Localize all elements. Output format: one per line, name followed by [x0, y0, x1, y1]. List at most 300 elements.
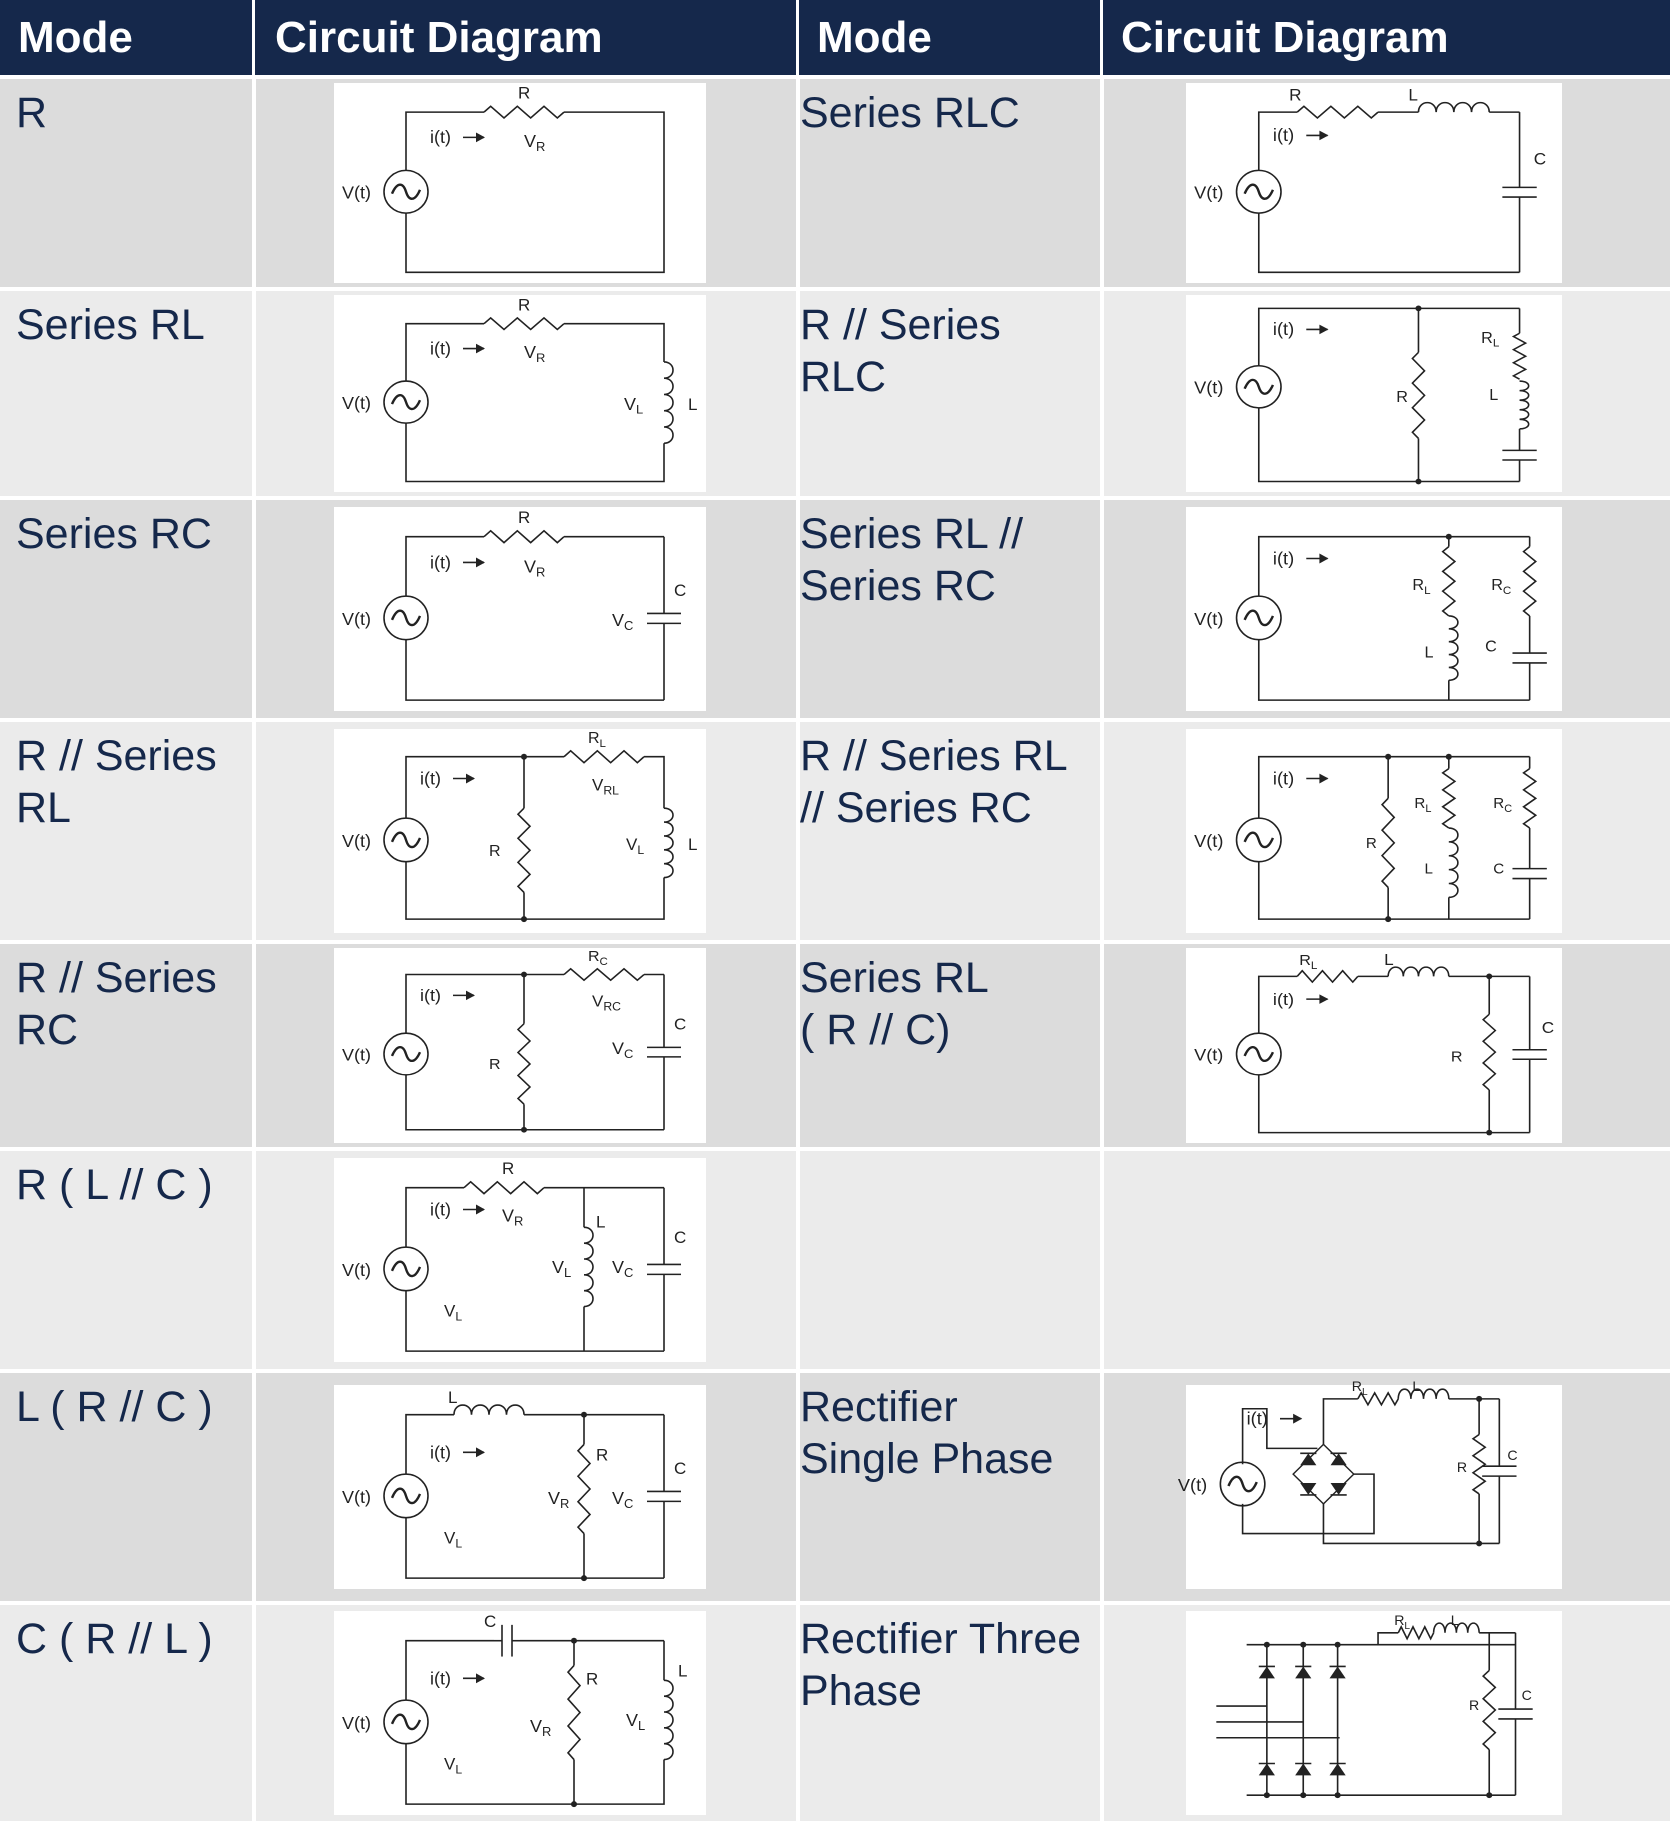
- arrow-head: [466, 774, 475, 784]
- table-row: [0, 1601, 1670, 1821]
- resistor-icon: [578, 1444, 590, 1533]
- mode-label-right: Rectifier Three Phase: [800, 1615, 1082, 1715]
- table-row: [0, 718, 1670, 940]
- label-C: C: [674, 1014, 687, 1034]
- resistor-icon: [484, 106, 564, 118]
- resistor-icon: [484, 318, 564, 329]
- label-sub: C: [624, 1264, 634, 1280]
- row-divider: [0, 496, 1670, 500]
- arrow-head: [476, 1447, 485, 1457]
- label-C: C: [674, 581, 687, 601]
- label-VL: $V_L$: [444, 1528, 463, 1551]
- arrow-head: [1319, 325, 1328, 335]
- diode-icon: [1331, 1453, 1347, 1465]
- row-divider: [0, 940, 1670, 944]
- label-sub: R: [542, 1723, 552, 1739]
- label-current: i(t): [1272, 319, 1295, 340]
- inductor-icon: [454, 1405, 524, 1415]
- label-VC: $V_C$: [612, 609, 634, 633]
- label-current: i(t): [430, 552, 451, 573]
- circuit-diagram-right: [1186, 1611, 1562, 1815]
- label-RL: $R_L$: [1414, 795, 1432, 816]
- label-sub: L: [599, 737, 606, 750]
- inductor-icon: [1398, 1389, 1449, 1399]
- circuit-svg: [1186, 729, 1562, 933]
- wire: [1378, 1633, 1398, 1645]
- label-C: C: [1485, 638, 1497, 656]
- wire: [1323, 1504, 1499, 1544]
- circuit-RSRC: [342, 949, 686, 1133]
- label-current: i(t): [1272, 548, 1295, 569]
- label-source: V(t): [342, 1712, 371, 1733]
- circuit-SRL: [342, 296, 697, 482]
- circuit-SRL_RC: [1194, 951, 1554, 1136]
- label-source: V(t): [342, 830, 371, 851]
- junction-dot: [1335, 1642, 1341, 1648]
- circuit-diagram-right: [1186, 295, 1562, 492]
- label-L: L: [1424, 860, 1433, 878]
- diode-icon: [1259, 1666, 1275, 1678]
- label-source: V(t): [1194, 609, 1224, 629]
- resistor-icon: [1513, 333, 1525, 379]
- circuit-diagram-left: [334, 83, 706, 283]
- label-C: C: [1533, 149, 1547, 169]
- arrow-head: [476, 558, 485, 568]
- junction-dot: [1486, 1792, 1492, 1798]
- wire: [1259, 408, 1520, 482]
- diode-icon: [1300, 1453, 1316, 1465]
- inductor-icon: [1520, 381, 1529, 429]
- junction-dot: [1264, 1792, 1270, 1798]
- column-divider: [1100, 1147, 1104, 1369]
- resistor-icon: [1297, 106, 1378, 118]
- label-R: R: [518, 295, 531, 315]
- junction-dot: [1486, 1130, 1492, 1136]
- circuit-diagram-right: [1186, 948, 1562, 1143]
- wire: [406, 423, 664, 481]
- label-sub: R: [536, 351, 546, 365]
- label-current: i(t): [420, 768, 441, 789]
- junction-dot: [1264, 1642, 1270, 1648]
- wire: [406, 1291, 664, 1351]
- inductor-icon: [1388, 967, 1449, 976]
- label-C: C: [1541, 1018, 1555, 1038]
- label-sub: L: [1425, 803, 1432, 816]
- label-current: i(t): [430, 127, 451, 148]
- label-sub: R: [514, 1213, 524, 1229]
- wire: [406, 640, 664, 700]
- column-divider: [1100, 287, 1104, 496]
- label-VL: $V_L$: [444, 1301, 463, 1324]
- column-divider: [252, 1601, 256, 1821]
- resistor-icon: [1473, 1435, 1485, 1494]
- label-L: L: [596, 1212, 606, 1232]
- label-C: C: [484, 1611, 497, 1631]
- arrow-head: [1319, 994, 1328, 1003]
- label-VL: $V_L$: [624, 394, 644, 417]
- mode-label-right: Rectifier Single Phase: [800, 1383, 1054, 1483]
- column-divider: [796, 1147, 800, 1369]
- label-RC: $R_C$: [1493, 795, 1513, 816]
- column-divider: [252, 940, 256, 1147]
- label-L: L: [1408, 85, 1418, 105]
- mode-label-right: Series RL // Series RC: [800, 510, 1024, 610]
- circuit-svg: [1186, 83, 1562, 283]
- inductor-icon: [1449, 616, 1458, 680]
- junction-dot: [521, 916, 527, 922]
- label-VR: $V_R$: [524, 556, 546, 580]
- arrow-head: [476, 133, 485, 143]
- label-L: L: [1450, 1611, 1459, 1628]
- resistor-icon: [1524, 547, 1536, 616]
- junction-dot: [1300, 1642, 1306, 1648]
- circuit-RSRL_SRC: [1194, 754, 1547, 922]
- diode-icon: [1331, 1483, 1347, 1495]
- label-sub: L: [637, 842, 645, 857]
- column-divider: [252, 75, 256, 287]
- mode-label-left: L ( R // C ): [16, 1383, 213, 1431]
- wire: [1259, 757, 1530, 818]
- circuit-svg: [334, 729, 706, 933]
- circuit-diagram-left: [334, 1385, 706, 1589]
- label-VR: $V_R$: [530, 1715, 552, 1739]
- arrow-head: [466, 991, 475, 1000]
- circuit-diagram-left: [334, 295, 706, 492]
- label-L: L: [688, 395, 698, 414]
- label-L: L: [448, 1387, 458, 1407]
- circuit-svg: [1177, 1378, 1562, 1589]
- label-sub: L: [1404, 1620, 1411, 1632]
- label-RL: $R_L$: [1351, 1378, 1368, 1398]
- label-current: i(t): [1272, 125, 1295, 146]
- label-L: L: [1384, 950, 1394, 969]
- circuit-LRC: [342, 1388, 686, 1581]
- junction-dot: [1415, 306, 1421, 312]
- label-R: R: [1365, 834, 1377, 852]
- table-header: [0, 0, 1670, 75]
- label-R: R: [502, 1158, 515, 1178]
- column-divider: [1100, 1369, 1104, 1601]
- diode-icon: [1330, 1666, 1346, 1678]
- label-R: R: [1450, 1049, 1463, 1066]
- label-R: R: [518, 507, 531, 527]
- label-sub: L: [1310, 960, 1318, 972]
- circuit-svg: [334, 948, 706, 1143]
- mode-label-right: R // Series RLC: [800, 301, 1001, 401]
- label-RL: $R_L$: [1299, 952, 1318, 972]
- circuit-RECT1: [1178, 1378, 1518, 1546]
- table-row: [0, 287, 1670, 496]
- circuit-svg: [334, 83, 706, 283]
- label-sub: C: [624, 1495, 634, 1511]
- wire: [406, 1518, 664, 1578]
- label-source: V(t): [342, 393, 372, 413]
- label-sub: C: [1504, 803, 1513, 816]
- junction-dot: [571, 1638, 577, 1644]
- column-divider: [252, 1369, 256, 1601]
- inductor-icon: [1449, 828, 1458, 897]
- resistor-icon: [1483, 1670, 1495, 1749]
- junction-dot: [1446, 754, 1452, 760]
- label-sub: RC: [603, 999, 622, 1014]
- mode-label-left: Series RC: [16, 510, 212, 558]
- label-sub: L: [638, 1717, 646, 1733]
- wire: [644, 757, 664, 808]
- label-C: C: [674, 1228, 687, 1248]
- table-row: [0, 940, 1670, 1147]
- header-mode-left: Mode: [18, 13, 133, 62]
- arrow-head: [476, 344, 485, 354]
- circuit-diagram-left: [334, 1611, 706, 1815]
- label-current: i(t): [430, 1442, 451, 1463]
- label-sub: R: [536, 564, 546, 580]
- wire: [564, 324, 664, 362]
- circuit-SRL_SRC: [1194, 534, 1547, 700]
- label-VR: $V_R$: [524, 342, 546, 365]
- mode-label-left: Series RL: [16, 301, 205, 349]
- arrow-head: [1319, 554, 1328, 564]
- circuit-SRLC: [1194, 86, 1546, 273]
- diode-icon: [1295, 1666, 1311, 1678]
- label-C: C: [1521, 1687, 1532, 1704]
- label-current: i(t): [430, 338, 452, 359]
- wire: [406, 1075, 524, 1130]
- label-VL: $V_L$: [626, 1709, 646, 1733]
- arrow-head: [476, 1673, 485, 1683]
- label-sub: C: [1502, 585, 1512, 598]
- label-source: V(t): [1194, 182, 1224, 203]
- mode-label-right: Series RLC: [800, 89, 1020, 137]
- label-source: V(t): [1194, 377, 1224, 398]
- label-R: R: [518, 83, 531, 103]
- row-divider: [0, 1147, 1670, 1151]
- diode-icon: [1259, 1764, 1275, 1776]
- circuit-diagram-left: [334, 729, 706, 933]
- mode-label-left: R // Series RC: [16, 954, 217, 1054]
- circuit-svg: [1186, 507, 1562, 711]
- label-R: R: [1396, 389, 1408, 406]
- junction-dot: [1335, 1792, 1341, 1798]
- circuit-svg: [1186, 295, 1562, 492]
- circuit-diagram-right: [1177, 1378, 1562, 1589]
- label-RC: $R_C$: [588, 948, 608, 968]
- mode-label-left: C ( R // L ): [16, 1615, 213, 1663]
- label-sub: L: [636, 402, 644, 417]
- resistor-icon: [1297, 971, 1358, 982]
- label-sub: L: [1424, 585, 1431, 598]
- resistor-icon: [518, 808, 530, 892]
- junction-dot: [1415, 479, 1421, 485]
- mode-label-left: R ( L // C ): [16, 1161, 213, 1209]
- circuit-RSRLC: [1194, 306, 1537, 485]
- circuit-svg: [1186, 948, 1562, 1143]
- label-VL: $V_L$: [444, 1754, 463, 1777]
- label-VR: $V_{RL}$: [592, 775, 619, 798]
- wire: [1323, 1474, 1374, 1533]
- table-row: [0, 1147, 1670, 1369]
- label-C: C: [1507, 1447, 1518, 1464]
- label-R: R: [586, 1669, 599, 1689]
- wire: [1259, 213, 1520, 272]
- resistor-icon: [1524, 769, 1536, 828]
- label-VC: $V_C$: [612, 1256, 634, 1280]
- label-sub: C: [624, 1047, 634, 1061]
- junction-dot: [1385, 754, 1391, 760]
- column-divider: [1100, 940, 1104, 1147]
- label-sub: L: [455, 1309, 463, 1324]
- label-sub: L: [455, 1536, 463, 1551]
- junction-dot: [581, 1412, 587, 1418]
- table-row: [0, 75, 1670, 287]
- circuit-svg: [334, 295, 706, 492]
- circuit-svg: [1186, 1611, 1562, 1815]
- mode-label-left: R // Series RL: [16, 732, 217, 832]
- circuit-svg: [334, 1611, 706, 1815]
- label-L: L: [688, 834, 698, 854]
- label-source: V(t): [342, 608, 371, 629]
- circuit-R: [342, 84, 664, 273]
- junction-dot: [521, 1127, 527, 1133]
- label-C: C: [1493, 860, 1505, 878]
- row-divider: [0, 287, 1670, 291]
- label-VR: $V_R$: [524, 131, 546, 154]
- label-R: R: [1289, 85, 1302, 105]
- row-divider: [0, 1601, 1670, 1605]
- circuit-svg: [334, 1385, 706, 1589]
- junction-dot: [1476, 1396, 1482, 1402]
- label-R: R: [1469, 1697, 1480, 1713]
- resistor-icon: [464, 1182, 544, 1194]
- circuit-RLC_par: [342, 1159, 686, 1351]
- arrow-head: [1319, 774, 1328, 784]
- column-divider: [1100, 718, 1104, 940]
- resistor-icon: [1483, 1014, 1495, 1090]
- circuit-diagram-right: [1186, 507, 1562, 711]
- junction-dot: [521, 972, 527, 978]
- wire: [406, 1744, 664, 1804]
- junction-dot: [571, 1801, 577, 1807]
- wire: [524, 878, 664, 920]
- label-VC: $V_C$: [612, 1038, 634, 1061]
- row-divider: [0, 1369, 1670, 1373]
- junction-dot: [1446, 534, 1452, 540]
- resistor-icon: [518, 1024, 530, 1104]
- label-sub: L: [564, 1264, 572, 1280]
- label-C: C: [674, 1459, 687, 1479]
- label-sub: L: [1361, 1386, 1368, 1398]
- junction-dot: [1486, 974, 1492, 980]
- arrow-head: [476, 1205, 485, 1215]
- label-RC: $R_C$: [1491, 577, 1512, 598]
- label-sub: L: [455, 1762, 463, 1777]
- resistor-icon: [564, 969, 644, 980]
- junction-dot: [1476, 1540, 1482, 1546]
- label-L: L: [1489, 387, 1499, 405]
- label-sub: C: [599, 956, 608, 968]
- label-source: V(t): [1194, 831, 1224, 851]
- label-VL: $V_L$: [552, 1256, 572, 1280]
- label-R: R: [489, 1056, 501, 1074]
- label-RL: $R_L$: [1412, 577, 1431, 598]
- wire: [406, 862, 524, 919]
- label-VL: $V_L$: [626, 834, 645, 857]
- label-source: V(t): [342, 1045, 371, 1065]
- label-R: R: [489, 842, 501, 860]
- label-current: i(t): [430, 1668, 451, 1689]
- label-current: i(t): [1272, 989, 1295, 1009]
- circuit-CRL: [342, 1612, 687, 1807]
- inductor-icon: [1418, 103, 1489, 112]
- resistor-icon: [484, 531, 564, 543]
- resistor-icon: [564, 751, 644, 763]
- row-divider: [0, 718, 1670, 722]
- label-sub: R: [536, 139, 546, 154]
- diode-icon: [1295, 1764, 1311, 1776]
- arrow-head: [1293, 1414, 1302, 1424]
- wire: [1243, 1504, 1324, 1534]
- header-mode-right: Mode: [817, 13, 932, 62]
- label-source: V(t): [342, 1259, 371, 1280]
- label-VR: $V_R$: [548, 1487, 570, 1511]
- label-source: V(t): [342, 182, 371, 203]
- mode-label-left: R: [16, 89, 48, 137]
- column-divider: [252, 718, 256, 940]
- circuit-diagram-left: [334, 1158, 706, 1362]
- column-divider: [252, 1147, 256, 1369]
- diode-icon: [1330, 1764, 1346, 1776]
- mode-label-right: Series RL ( R // C): [800, 954, 989, 1054]
- inductor-icon: [664, 362, 673, 443]
- label-R: R: [1456, 1459, 1468, 1476]
- label-current: i(t): [420, 985, 441, 1005]
- circuit-diagram-right: [1186, 729, 1562, 933]
- resistor-icon: [568, 1665, 580, 1759]
- arrow-head: [1319, 131, 1328, 141]
- label-current: i(t): [1246, 1408, 1268, 1429]
- junction-dot: [521, 754, 527, 760]
- label-L: L: [1412, 1378, 1421, 1394]
- header-circuit-left: Circuit Diagram: [275, 13, 603, 62]
- inductor-icon: [664, 808, 673, 877]
- table-row: [0, 496, 1670, 718]
- label-sub: L: [1492, 337, 1500, 350]
- circuit-svg: [334, 507, 706, 711]
- resistor-icon: [1412, 352, 1424, 438]
- resistor-icon: [1443, 547, 1455, 616]
- column-divider: [1100, 1601, 1104, 1821]
- circuit-SRC: [342, 508, 686, 700]
- column-divider: [252, 287, 256, 496]
- circuit-diagram-right: [1186, 83, 1562, 283]
- header-circuit-right: Circuit Diagram: [1121, 13, 1449, 62]
- label-sub: C: [624, 617, 634, 633]
- label-source: V(t): [1177, 1475, 1208, 1495]
- circuit-svg: [334, 1158, 706, 1362]
- circuit-diagram-left: [334, 948, 706, 1143]
- table-row: [0, 1369, 1670, 1601]
- label-VC: $V_C$: [612, 1487, 634, 1511]
- label-L: L: [1424, 644, 1434, 662]
- label-RL: $R_L$: [1481, 330, 1500, 350]
- label-sub: R: [560, 1495, 570, 1511]
- circuit-RSRL: [342, 730, 697, 922]
- label-R: R: [596, 1445, 609, 1465]
- junction-dot: [581, 1575, 587, 1581]
- label-RL: $R_L$: [588, 729, 606, 750]
- circuit-diagram-left: [334, 507, 706, 711]
- label-VR: $V_R$: [502, 1205, 524, 1229]
- label-L: L: [678, 1661, 688, 1681]
